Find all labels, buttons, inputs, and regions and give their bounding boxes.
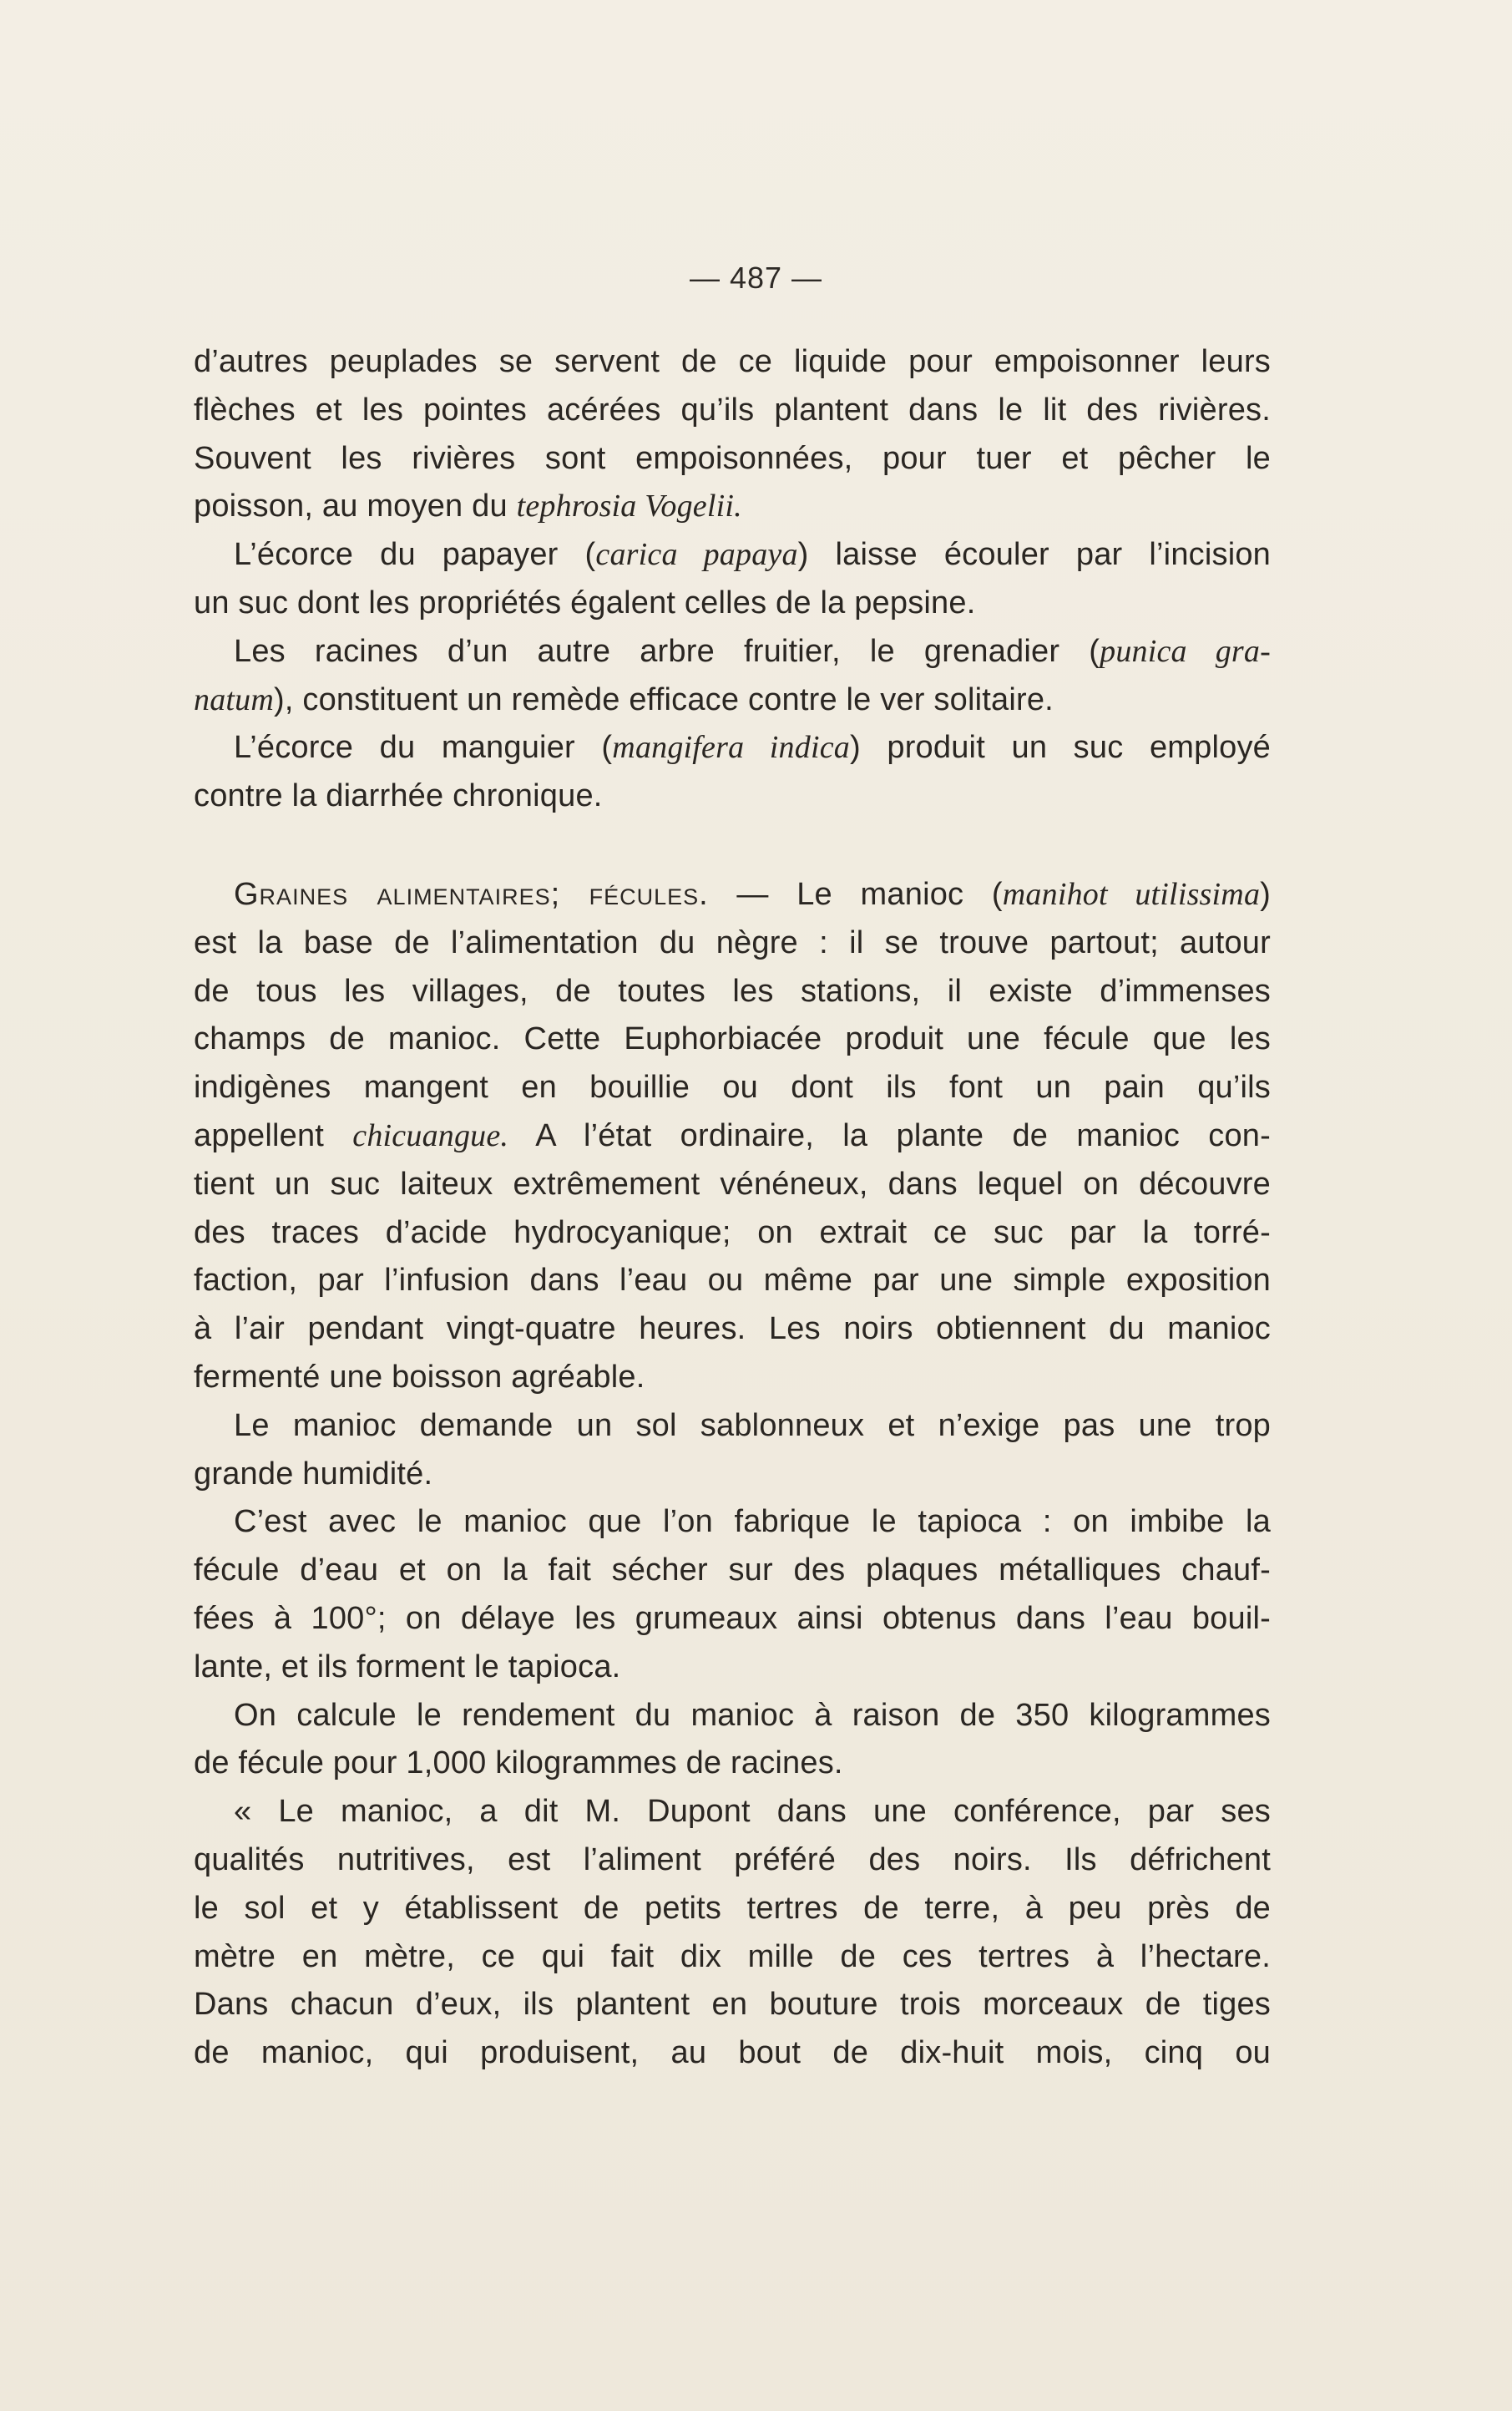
text-line: lante, et ils forment le tapioca. <box>194 1649 621 1684</box>
text-line: fécule d’eau et on la fait sécher sur des plaques métalliques chauf- <box>194 1552 1271 1588</box>
text-line: Le manioc demande un sol sablonneux et n’exige pas une trop <box>234 1407 1271 1443</box>
text-line: faction, par l’infusion dans l’eau ou même par une simple exposition <box>194 1263 1271 1299</box>
text-line: On calcule le rendement du manioc à raison de 350 kilogrammes <box>234 1697 1271 1733</box>
text-line: le sol et y établissent de petits tertres de terre, à peu près de <box>194 1890 1271 1926</box>
text-line: poisson, au moyen du tephrosia Vogelii. <box>194 489 742 524</box>
species-name: natum <box>194 681 274 717</box>
text-line: un suc dont les propriétés égalent celles de la pepsine. <box>194 585 976 620</box>
text-line: à l’air pendant vingt-quatre heures. Les noirs obtiennent du manioc <box>194 1311 1271 1347</box>
text-line: de tous les villages, de toutes les stations, il existe d’immenses <box>194 973 1271 1009</box>
text-line: L’écorce du papayer (carica papaya) laisse écouler par l’incision <box>234 537 1272 573</box>
text-line: mètre en mètre, ce qui fait dix mille de ces tertres à l’hectare. <box>194 1938 1271 1974</box>
text-line: Graines alimentaires; fécules. — Le manioc (manihot utilissima) <box>234 876 1272 912</box>
text-line: « Le manioc, a dit M. Dupont dans une conférence, par ses <box>234 1794 1271 1830</box>
text-line: Souvent les rivières sont empoisonnées, pour tuer et pêcher le <box>194 440 1271 476</box>
text-line: flèches et les pointes acérées qu’ils plantent dans le lit des rivières. <box>194 392 1271 428</box>
page-number: — 487 — <box>689 261 823 295</box>
text-line: grande humidité. <box>194 1456 433 1492</box>
species-name: punica gra- <box>1100 633 1271 669</box>
text-line: fées à 100°; on délaye les grumeaux ainsi obtenus dans l’eau bouil- <box>194 1600 1271 1636</box>
species-name: carica papaya <box>595 537 798 573</box>
text-line: qualités nutritives, est l’aliment préféré des noirs. Ils défrichent <box>194 1841 1271 1877</box>
text-line: fermenté une boisson agréable. <box>194 1359 645 1395</box>
text-line: C’est avec le manioc que l’on fabrique le tapioca : on imbibe la <box>234 1504 1271 1540</box>
text-line: Les racines d’un autre arbre fruitier, le grenadier (punica gra- <box>234 633 1271 669</box>
text-line: est la base de l’alimentation du nègre : il se trouve partout; autour <box>194 924 1271 960</box>
text-line: Dans chacun d’eux, ils plantent en bouture trois morceaux de tiges <box>194 1987 1271 2023</box>
text-line: de fécule pour 1,000 kilogrammes de racines. <box>194 1745 843 1781</box>
text-line: des traces d’acide hydrocyanique; on extrait ce suc par la torré- <box>194 1214 1271 1250</box>
species-name: manihot utilissima <box>1002 876 1261 912</box>
text-line: d’autres peuplades se servent de ce liquide pour empoisonner leurs <box>194 344 1271 379</box>
text-line: appellent chicuangue. A l’état ordinaire, la plante de manioc con- <box>194 1117 1271 1153</box>
section-heading: Graines alimentaires; fécules. <box>234 876 709 912</box>
text-line: indigènes mangent en bouillie ou dont ils font un pain qu’ils <box>194 1070 1271 1106</box>
text-line: natum), constituent un remède efficace contre le ver solitaire. <box>194 681 1054 717</box>
text-line: tient un suc laiteux extrêmement vénéneux, dans lequel on découvre <box>194 1166 1271 1202</box>
section-gap <box>194 821 1271 871</box>
body-text <box>194 338 1271 2078</box>
text-line: contre la diarrhée chronique. <box>194 778 603 814</box>
species-name: tephrosia Vogelii. <box>516 489 742 524</box>
text-line: champs de manioc. Cette Euphorbiacée produit une fécule que les <box>194 1021 1271 1057</box>
text-line: L’écorce du manguier (mangifera indica) produit un suc employé <box>234 730 1271 766</box>
species-name: mangifera indica <box>612 730 850 766</box>
text-line: de manioc, qui produisent, au bout de dix-huit mois, cinq ou <box>194 2035 1271 2071</box>
product-name: chicuangue. <box>352 1117 509 1153</box>
